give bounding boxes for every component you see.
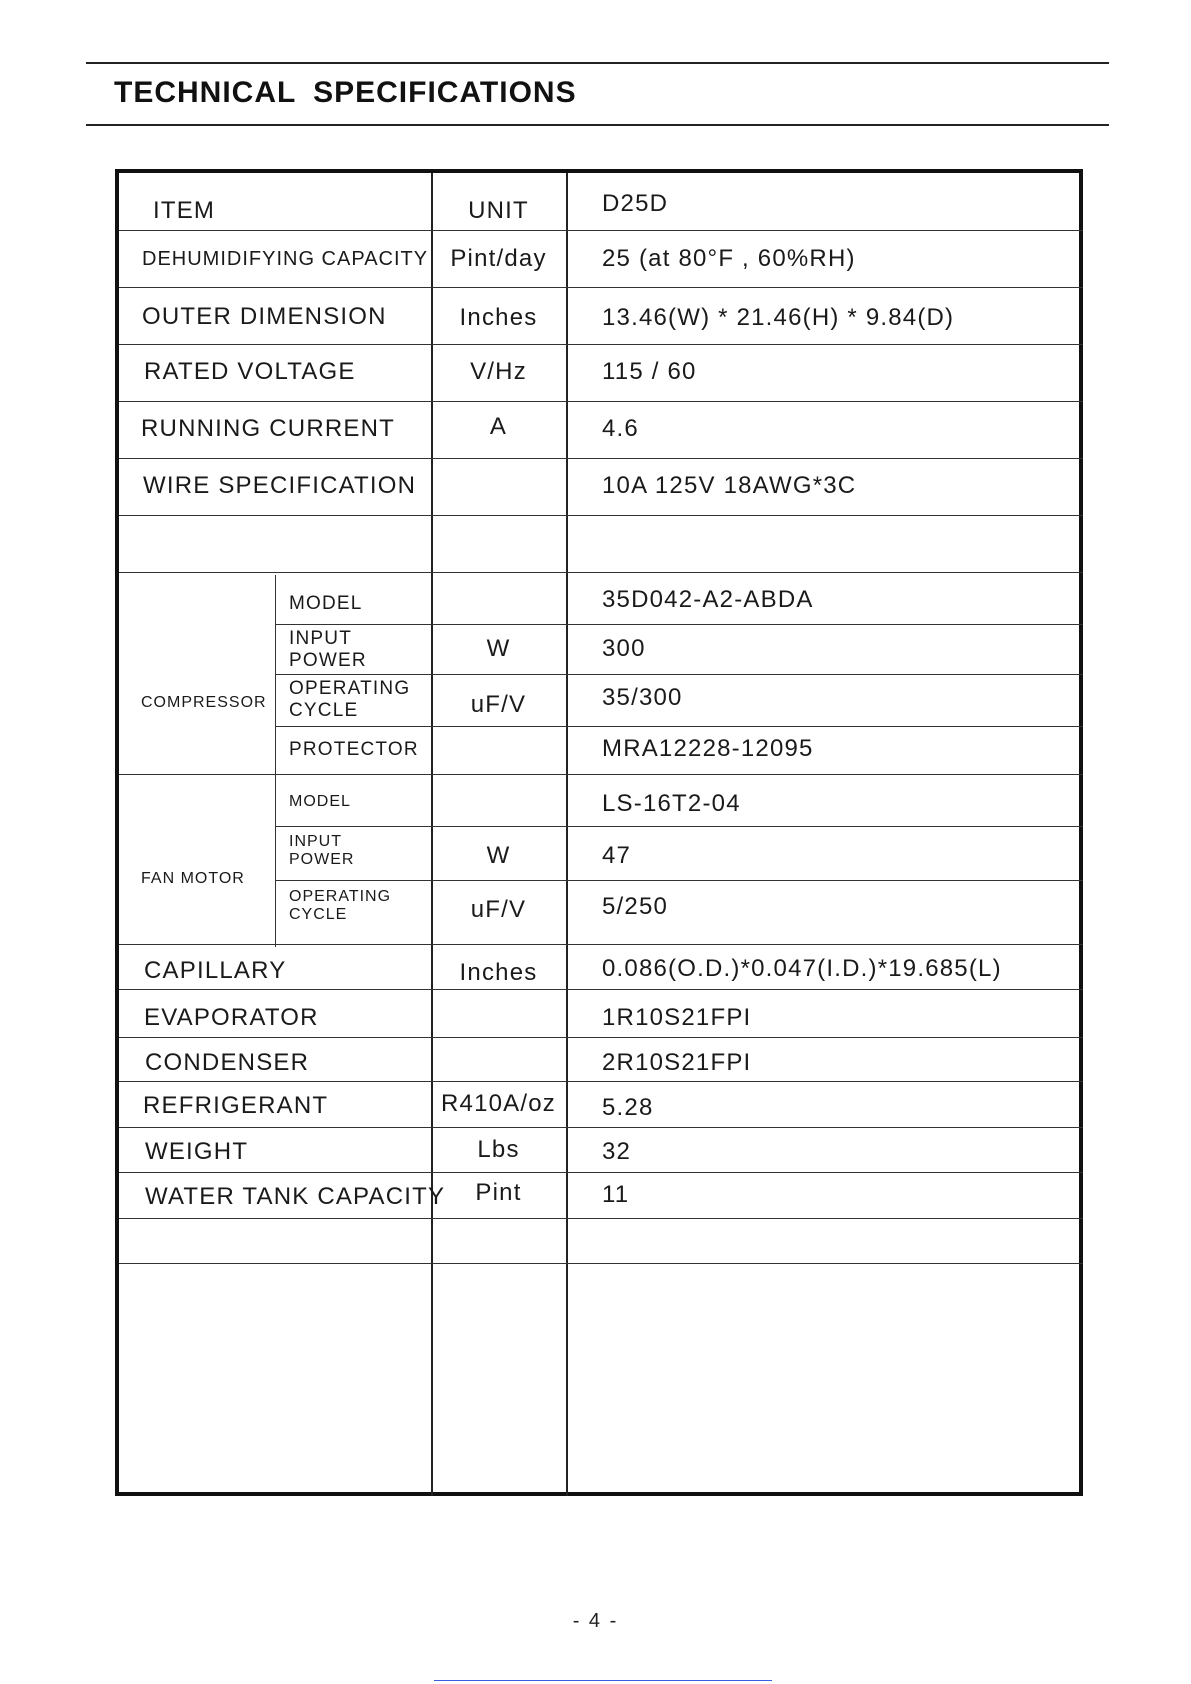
row-value: 25 (at 80°F , 60%RH) bbox=[602, 245, 856, 272]
row-divider bbox=[119, 230, 1083, 231]
row-value: 115 / 60 bbox=[602, 358, 697, 385]
row-divider bbox=[119, 774, 1083, 775]
row-divider bbox=[119, 944, 1083, 945]
row-divider bbox=[119, 1127, 1083, 1128]
fan-motor-model-value: LS-16T2-04 bbox=[602, 790, 741, 817]
row-divider bbox=[119, 989, 1083, 990]
row-divider bbox=[275, 674, 1083, 675]
compressor-model-label: MODEL bbox=[289, 593, 363, 614]
compressor-operating-cycle-value: 35/300 bbox=[602, 684, 683, 711]
compressor-model-value: 35D042-A2-ABDA bbox=[602, 586, 814, 613]
compressor-label: COMPRESSOR bbox=[141, 694, 267, 711]
row-divider bbox=[275, 826, 1083, 827]
compressor-protector-value: MRA12228-12095 bbox=[602, 735, 814, 762]
row-divider bbox=[119, 401, 1083, 402]
row-divider bbox=[119, 344, 1083, 345]
row-value: 32 bbox=[602, 1138, 632, 1165]
header-item: ITEM bbox=[153, 197, 216, 224]
row-item: RUNNING CURRENT bbox=[141, 415, 395, 442]
specifications-table bbox=[115, 169, 1083, 1496]
fan-motor-operating-cycle-unit: uF/V bbox=[470, 896, 527, 923]
row-item: DEHUMIDIFYING CAPACITY bbox=[142, 248, 429, 270]
row-value: 10A 125V 18AWG*3C bbox=[602, 472, 857, 499]
header-unit: UNIT bbox=[468, 197, 529, 224]
footer-link-line bbox=[434, 1680, 772, 1681]
row-divider bbox=[119, 287, 1083, 288]
fan-motor-input-power-unit: W bbox=[486, 842, 511, 869]
row-divider bbox=[119, 1081, 1083, 1082]
row-unit: Inches bbox=[459, 304, 538, 331]
compressor-operating-cycle-unit: uF/V bbox=[470, 691, 527, 718]
row-item: OUTER DIMENSION bbox=[142, 303, 387, 330]
fan-motor-model-label: MODEL bbox=[289, 793, 351, 810]
compressor-input-power-unit: W bbox=[486, 635, 511, 662]
row-value: 2R10S21FPI bbox=[602, 1049, 752, 1076]
row-item: WATER TANK CAPACITY bbox=[145, 1183, 446, 1210]
header-model: D25D bbox=[602, 190, 669, 217]
title-underline bbox=[86, 124, 1109, 126]
row-divider bbox=[275, 726, 1083, 727]
top-rule bbox=[86, 62, 1109, 64]
compressor-input-power-value: 300 bbox=[602, 635, 646, 662]
row-item: RATED VOLTAGE bbox=[144, 358, 356, 385]
fan-motor-input-power-value: 47 bbox=[602, 842, 632, 869]
group-divider-sublabels bbox=[275, 575, 276, 947]
row-unit: Pint bbox=[475, 1179, 522, 1206]
row-divider bbox=[119, 515, 1083, 516]
compressor-protector-label: PROTECTOR bbox=[289, 739, 419, 760]
row-unit: A bbox=[489, 413, 508, 440]
row-divider bbox=[119, 458, 1083, 459]
row-divider bbox=[275, 624, 1083, 625]
row-unit: V/Hz bbox=[470, 358, 527, 385]
row-item: CAPILLARY bbox=[144, 957, 287, 984]
row-item: EVAPORATOR bbox=[144, 1004, 319, 1031]
row-divider bbox=[119, 1037, 1083, 1038]
row-value: 1R10S21FPI bbox=[602, 1004, 752, 1031]
row-value: 11 bbox=[602, 1181, 630, 1208]
compressor-input-power-label: INPUT POWER bbox=[289, 628, 367, 671]
row-divider bbox=[119, 1263, 1083, 1264]
fan-motor-operating-cycle-value: 5/250 bbox=[602, 893, 669, 920]
fan-motor-label: FAN MOTOR bbox=[141, 870, 245, 887]
row-item: CONDENSER bbox=[145, 1049, 310, 1076]
row-unit: Pint/day bbox=[450, 245, 547, 272]
column-divider-unit-value bbox=[566, 173, 568, 1496]
row-unit: Inches bbox=[459, 959, 538, 986]
page-title: TECHNICAL SPECIFICATIONS bbox=[114, 76, 577, 109]
row-value: 13.46(W) * 21.46(H) * 9.84(D) bbox=[602, 304, 955, 331]
fan-motor-input-power-label: INPUT POWER bbox=[289, 833, 355, 868]
row-value: 4.6 bbox=[602, 415, 639, 442]
row-unit: R410A/oz bbox=[441, 1090, 556, 1117]
row-divider bbox=[119, 572, 1083, 573]
row-unit: Lbs bbox=[477, 1136, 520, 1163]
row-value: 0.086(O.D.)*0.047(I.D.)*19.685(L) bbox=[602, 955, 1002, 982]
page-number: - 4 - bbox=[572, 1610, 619, 1632]
row-value: 5.28 bbox=[602, 1094, 654, 1121]
row-divider bbox=[275, 880, 1083, 881]
fan-motor-operating-cycle-label: OPERATING CYCLE bbox=[289, 888, 392, 923]
row-divider bbox=[119, 1172, 1083, 1173]
row-divider bbox=[119, 1218, 1083, 1219]
compressor-operating-cycle-label: OPERATING CYCLE bbox=[289, 678, 411, 721]
row-item: WEIGHT bbox=[145, 1138, 249, 1165]
row-item: REFRIGERANT bbox=[143, 1092, 329, 1119]
row-item: WIRE SPECIFICATION bbox=[143, 472, 417, 499]
